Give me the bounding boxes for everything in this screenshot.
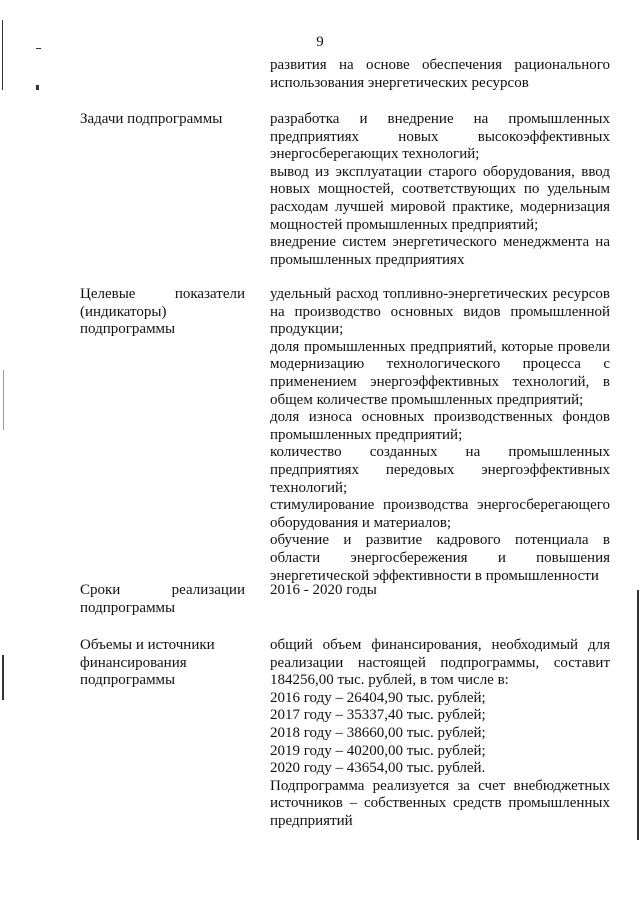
text-line: применением энергоэффективных технологий, в [270,373,610,390]
label-line: Целевые показатели [80,286,245,302]
text-line: количество созданных на промышленных [270,444,610,461]
label-line: Сроки реализации [80,582,245,598]
row-value [270,637,610,831]
row-value [270,582,610,600]
label-line: подпрограммы [80,672,176,689]
scan-artifact [637,590,639,840]
text-line: реализации настоящей подпрограммы, составит [270,654,610,671]
text-line: предприятиях новых высокоэффективных [270,128,610,145]
text-line: 2019 году – 40200,00 тыс. рублей; [270,742,486,759]
text-line: энергосберегающих технологий; [270,146,480,163]
text-line: расходам лучшей мировой практике, модернизация [270,198,610,215]
text-line: мощностей промышленных предприятий; [270,216,539,233]
text-line: 2016 году – 26404,90 тыс. рублей; [270,689,486,706]
label-line: подпрограммы [80,321,176,338]
page-number: 9 [316,34,324,50]
text-line: удельный расход топливно-энергетических ресурсов [270,286,610,302]
text-line: Подпрограмма реализуется за счет внебюджетных [270,777,610,794]
row-label [80,111,245,129]
row-label [80,582,245,617]
row-value [270,57,610,92]
text-line: 2017 году – 35337,40 тыс. рублей; [270,707,486,724]
text-line: внедрение систем энергетического менеджмента на [270,234,610,251]
label-line: подпрограммы [80,599,176,616]
text-line: 2018 году – 38660,00 тыс. рублей; [270,724,486,741]
text-line: доля промышленных предприятий, которые провели [270,338,610,355]
text-line: области энергосбережения и повышения [270,549,610,566]
text-line: обучение и развитие кадрового потенциала в [270,532,610,549]
text-line: предприятий [270,812,353,829]
text-line: продукции; [270,321,344,338]
scan-artifact [3,370,4,430]
text-line: промышленных предприятий; [270,426,463,443]
text-line: оборудования и материалов; [270,514,452,531]
row-value [270,286,610,585]
text-line: стимулирование производства энергосберегающего [270,497,610,514]
text-line: 2020 году – 43654,00 тыс. рублей. [270,760,486,777]
scan-artifact [36,48,41,49]
text-line: общем количестве промышленных предприятий; [270,391,584,408]
text-line: технологий; [270,479,348,496]
row-label [80,637,245,690]
row-value [270,111,610,269]
scan-artifact [2,20,3,90]
label-line: (индикаторы) [80,303,167,320]
text-line: на производство основных видов промышленной [270,303,610,320]
text-line: 2016 - 2020 годы [270,582,377,598]
text-line: развития на основе обеспечения рационального [270,57,610,73]
row-label [80,286,245,339]
scan-artifact [36,85,39,90]
scan-artifact [2,655,4,700]
label-line: финансирования [80,654,187,671]
text-line: общий объем финансирования, необходимый для [270,637,610,653]
text-line: модернизацию технологического процесса с [270,356,610,373]
text-line: промышленных предприятиях [270,251,465,268]
label-line: Задачи подпрограммы [80,111,223,127]
label-line: Объемы и источники [80,637,215,653]
text-line: вывод из эксплуатации старого оборудования, ввод [270,163,610,180]
text-line: предприятиях передовых энергоэффективных [270,461,610,478]
text-line: энергетической эффективности в промышленности [270,567,599,584]
text-line: использования энергетических ресурсов [270,74,529,91]
text-line: доля износа основных производственных фондов [270,409,610,426]
text-line: разработка и внедрение на промышленных [270,111,610,127]
text-line: новых мощностей, соответствующих по удельным [270,181,610,198]
text-line: источников – собственных средств промышленных [270,795,610,812]
text-line: 184256,00 тыс. рублей, в том числе в: [270,672,509,689]
